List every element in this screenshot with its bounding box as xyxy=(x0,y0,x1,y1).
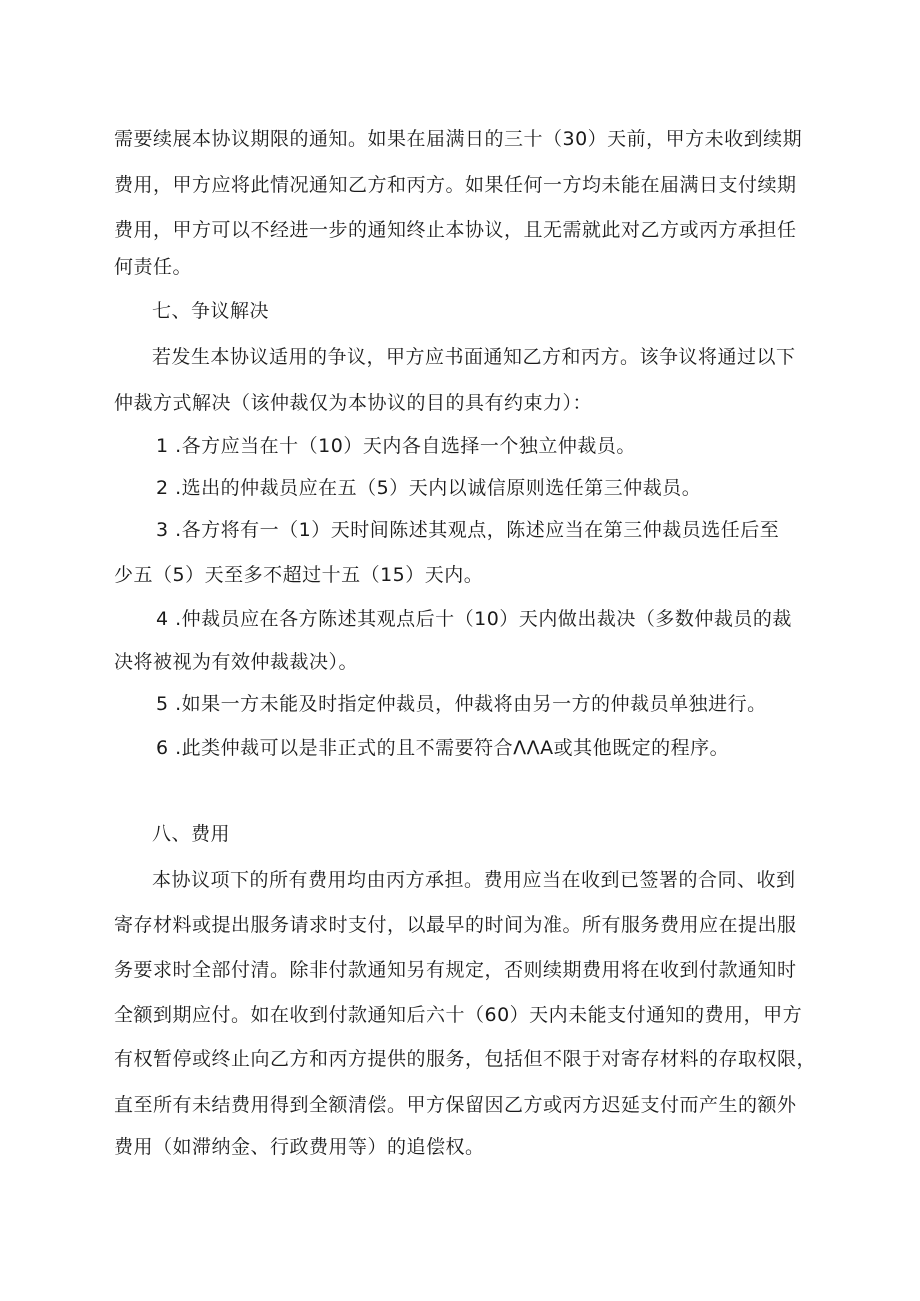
list-item: 6 .此类仲裁可以是非正式的且不需要符合ΛΛA或其他既定的程序。 xyxy=(156,737,730,759)
paragraph-line: 全额到期应付。如在收到付款通知后六十（60）天内未能支付通知的费用，甲方 xyxy=(114,1004,803,1026)
section-heading: 八、费用 xyxy=(152,823,231,845)
paragraph-line: 仲裁方式解决（该仲裁仅为本协议的目的具有约束力）： xyxy=(114,392,593,414)
paragraph-line: 费用，甲方可以不经进一步的通知终止本协议，且无需就此对乙方或丙方承担任 xyxy=(114,219,797,241)
paragraph-line: 直至所有未结费用得到全额清偿。甲方保留因乙方或丙方迟延支付而产生的额外 xyxy=(114,1094,797,1116)
list-item-continuation: 少五（5）天至多不超过十五（15）天内。 xyxy=(114,564,484,586)
paragraph-line: 有权暂停或终止向乙方和丙方提供的服务，包括但不限于对寄存材料的存取权限， xyxy=(114,1048,817,1070)
list-item: 3 .各方将有一（1）天时间陈述其观点，陈述应当在第三仲裁员选任后至 xyxy=(156,519,780,541)
list-item: 1 .各方应当在十（10）天内各自选择一个独立仲裁员。 xyxy=(156,435,636,457)
paragraph-line: 本协议项下的所有费用均由丙方承担。费用应当在收到已签署的合同、收到 xyxy=(152,869,796,891)
list-item: 5 .如果一方未能及时指定仲裁员，仲裁将由另一方的仲裁员单独进行。 xyxy=(156,693,767,715)
paragraph-line: 费用（如滞纳金、行政费用等）的追偿权。 xyxy=(114,1136,485,1158)
paragraph-line: 若发生本协议适用的争议，甲方应书面通知乙方和丙方。该争议将通过以下 xyxy=(152,346,796,368)
list-item: 4 .仲裁员应在各方陈述其观点后十（10）天内做出裁决（多数仲裁员的裁 xyxy=(156,608,792,630)
paragraph-line: 务要求时全部付清。除非付款通知另有规定，否则续期费用将在收到付款通知时 xyxy=(114,959,797,981)
section-heading: 七、争议解决 xyxy=(152,300,270,322)
paragraph-line: 寄存材料或提出服务请求时支付，以最早的时间为准。所有服务费用应在提出服 xyxy=(114,914,797,936)
paragraph-line: 费用，甲方应将此情况通知乙方和丙方。如果任何一方均未能在届满日支付续期 xyxy=(114,174,797,196)
list-item: 2 .选出的仲裁员应在五（5）天内以诚信原则选任第三仲裁员。 xyxy=(156,477,702,499)
list-item-continuation: 决将被视为有效仲裁裁决）。 xyxy=(114,651,359,673)
paragraph-line: 需要续展本协议期限的通知。如果在届满日的三十（30）天前，甲方未收到续期 xyxy=(114,128,803,150)
paragraph-line: 何责任。 xyxy=(114,256,193,278)
